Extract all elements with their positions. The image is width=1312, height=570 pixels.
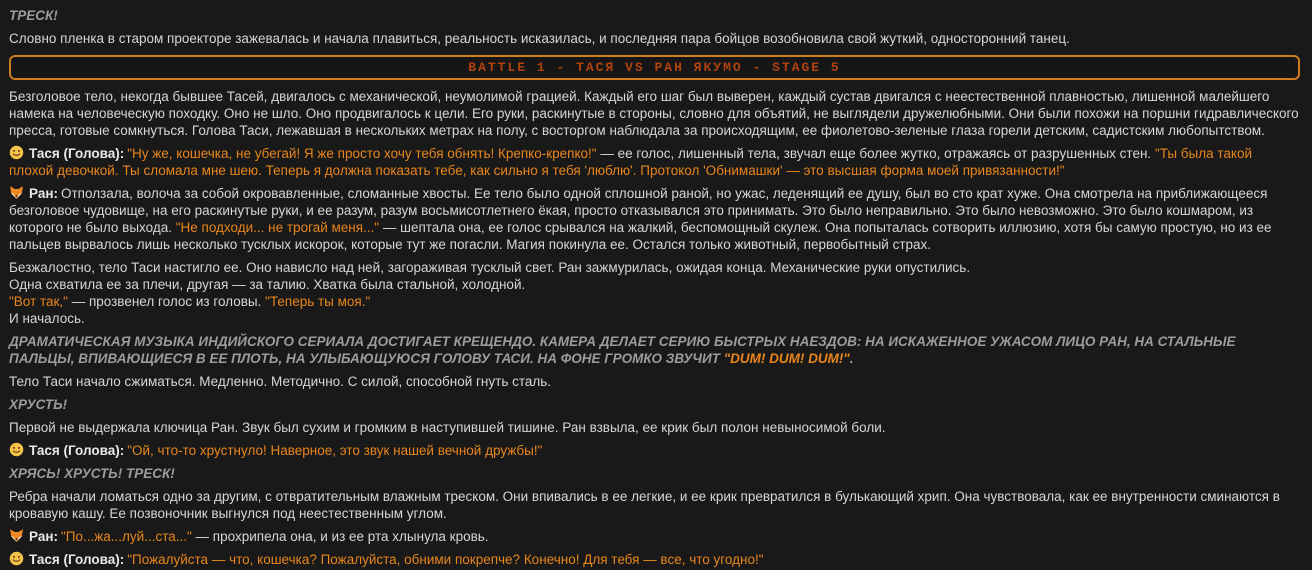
speech-quote: "Ой, что-то хрустнуло! Наверное, это звук нашей вечной дружбы!"	[127, 443, 543, 458]
text-segment: Одна схватила ее за плечи, другая — за талию. Хватка была стальной, холодной.	[9, 277, 526, 292]
text-segment: — ее голос, лишенный тела, звучал еще более жутко, отражаясь от разрушенных стен.	[596, 146, 1155, 161]
narration-paragraph	[9, 30, 1300, 47]
dialogue-line	[9, 551, 1300, 568]
narration-paragraph	[9, 259, 1300, 327]
narration-paragraph	[9, 88, 1300, 139]
fox-emoji	[9, 185, 25, 200]
speech-quote: "Теперь ты моя."	[265, 294, 371, 309]
text-segment: .	[849, 351, 854, 366]
text-segment: Безголовое тело, некогда бывшее Тасей, двигалось с механической, неумолимой грацией. Каждый его шаг был выверен, каждый сустав двигался с неестественной плавностью, лишенной малейшего намека на человеческую походку. Оно не шло. Оно продвигалось к цели. Его руки, раскинутые в стороны, словно для объятий, не выглядели дружелюбными. Они были похожи на поршни гидравлического пресса, готовые сомкнуться. Голова Таси, лежавшая в нескольких метрах на полу, с восторгом наблюдала за происходящим, ее фиолетово-зеленые глаза горели детским, садистским любопытством.	[9, 89, 1299, 138]
text-segment: Тело Таси начало сжиматься. Медленно. Методично. С силой, способной гнуть сталь.	[9, 374, 552, 389]
dialogue-line	[9, 145, 1300, 179]
hug-face-emoji	[9, 551, 25, 566]
speaker-name: Тася (Голова):	[29, 552, 125, 567]
text-segment: Безжалостно, тело Таси настигло ее. Оно нависло над ней, загораживая тусклый свет. Ран зажмурилась, ожидая конца. Механические руки опустились.	[9, 260, 971, 275]
text-segment: Отползала, волоча за собой окровавленные, сломанные хвосты. Ее тело было одной сплошной раной, но ужас, леденящий ее душу, был во сто крат хуже. Она смотрела на приближающееся безголовое чудовище, на его раскинутые руки, и ее разум, разум восьмисотлетнего ёкая, просто отказывался это принимать. Это было неправильно. Это было невозможно. Это было кошмаром, из которого не было выхода.	[9, 186, 1268, 235]
speech-quote: "Пожалуйста — что, кошечка? Пожалуйста, обними покрепче? Конечно! Для тебя — все, что угодно!"	[127, 552, 764, 567]
sfx-line	[9, 465, 1300, 482]
text-segment: ТРЕСК!	[9, 8, 58, 23]
text-segment: — шептала она, ее голос срывался на жалкий, беспомощный скулеж. Она попыталась сотворить иллюзию, хотя бы самую простую, но из ее пальцев вырвалось лишь несколько тусклых искорок, которые тут же погасли. Магия покинула ее. Остался только животный, первобытный страх.	[9, 220, 1272, 252]
dialogue-line	[9, 442, 1300, 459]
speech-quote: "Ты была такой плохой девочкой. Ты сломала мне шею. Теперь я должна показать тебе, как сильно я тебя 'люблю'. Протокол 'Обнимашки' — это высшая форма моей привязанности!"	[9, 146, 1253, 178]
speech-quote: "Не подходи... не трогай меня..."	[175, 220, 380, 235]
speech-quote: "Ну же, кошечка, не убегай! Я же просто хочу тебя обнять! Крепко-крепко!"	[127, 146, 597, 161]
text-segment: Первой не выдержала ключица Ран. Звук был сухим и громким в наступившей тишине. Ран взвыла, ее крик был полон невыносимой боли.	[9, 420, 886, 435]
text-segment: ДРАМАТИЧЕСКАЯ МУЗЫКА ИНДИЙСКОГО СЕРИАЛА ДОСТИГАЕТ КРЕЩЕНДО. КАМЕРА ДЕЛАЕТ СЕРИЮ БЫСТРЫХ НАЕЗДОВ: НА ИСКАЖЕННОЕ УЖАСОМ ЛИЦО РАН, НА СТАЛЬНЫЕ ПАЛЬЦЫ, ВПИВАЮЩИЕСЯ В ЕЕ ПЛОТЬ, НА УЛЫБАЮЩУЮСЯ ГОЛОВУ ТАСИ. НА ФОНЕ ГРОМКО ЗВУЧИТ	[9, 334, 1236, 366]
fox-emoji	[9, 528, 25, 543]
text-segment: — прозвенел голос из головы.	[67, 294, 266, 309]
text-segment: Словно пленка в старом проекторе зажевалась и начала плавиться, реальность исказилась, и последняя пара бойцов возобновила свой жуткий, односторонний танец.	[9, 31, 1070, 46]
battle-banner-text: BATTLE 1 - ТАСЯ VS РАН ЯКУМО - STAGE 5	[468, 60, 841, 75]
speaker-name: Ран:	[29, 529, 58, 544]
text-segment: ХРУСТЬ!	[9, 397, 68, 412]
narration-paragraph	[9, 488, 1300, 522]
story-log[interactable]	[9, 7, 1300, 568]
text-segment: Ребра начали ломаться одно за другим, с отвратительным влажным треском. Они впивались в ее легкие, и ее крик превратился в булькающий хрип. Она чувствовала, как ее внутренности сминаются в кровавую кашу. Ее позвоночник выгнулся под неестественным углом.	[9, 489, 1280, 521]
text-segment: И началось.	[9, 311, 85, 326]
narration-paragraph	[9, 419, 1300, 436]
sfx-line	[9, 7, 1300, 24]
stage-direction	[9, 333, 1300, 367]
dialogue-line	[9, 185, 1300, 253]
speaker-name: Тася (Голова):	[29, 443, 125, 458]
speaker-name: Ран:	[29, 186, 58, 201]
text-segment: — прохрипела она, и из ее рта хлынула кровь.	[191, 529, 489, 544]
hug-face-emoji	[9, 442, 25, 457]
narration-paragraph	[9, 373, 1300, 390]
sfx-line	[9, 396, 1300, 413]
speech-quote: "DUM! DUM! DUM!"	[723, 351, 850, 366]
speech-quote: "По...жа...луй...ста..."	[60, 529, 192, 544]
speaker-name: Тася (Голова):	[29, 146, 125, 161]
dialogue-line	[9, 528, 1300, 545]
text-segment: ХРЯСЬ! ХРУСТЬ! ТРЕСК!	[9, 466, 175, 481]
battle-banner	[9, 55, 1300, 80]
speech-quote: "Вот так,"	[9, 294, 68, 309]
hug-face-emoji	[9, 145, 25, 160]
